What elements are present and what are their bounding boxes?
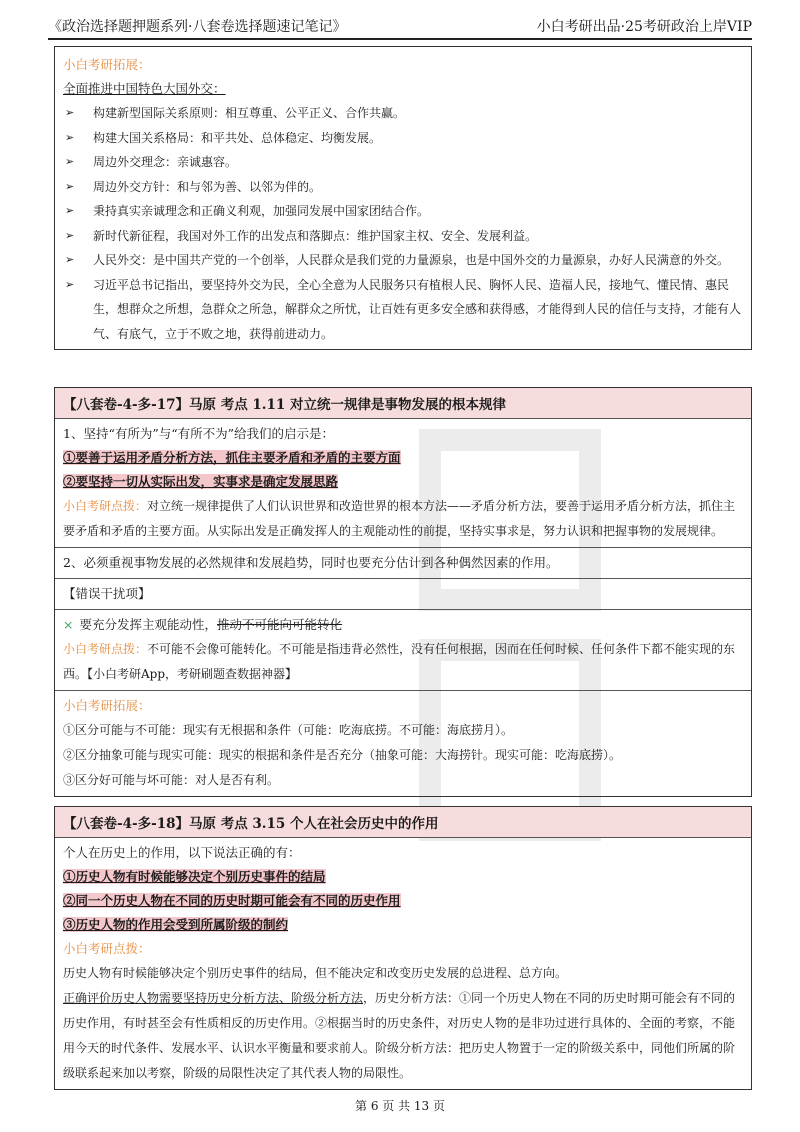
extension-subtitle: 全面推进中国特色大国外交： xyxy=(63,81,226,96)
bullet-item: ➢ 构建新型国际关系原则：相互尊重、公平正义、合作共赢。 xyxy=(63,101,743,126)
bullet-item: ➢ 构建大国关系格局：和平共处、总体稳定、均衡发展。 xyxy=(63,126,743,151)
question-box-18 xyxy=(54,806,752,1090)
extension-item: ①区分可能与不可能：现实有无根据和条件（可能：吃海底捞。不可能：海底捞月）。 xyxy=(63,723,514,737)
tip-text: 不可能不会像可能转化。不可能是指违背必然性，没有任何根据，因而在任何时候、任何条件下都不能实现的东西。【小白考研App，考研刷题查数据神器】 xyxy=(63,642,736,681)
bullet-item: ➢ 习近平总书记指出，要坚持外交为民，全心全意为人民服务只有植根人民、胸怀人民、造福人民，接地气、懂民情、惠民生，想群众之所想，急群众之所急，解群众之所忧，让百姓有更多安全感和获得感，才能得到人民的信任与支持，才能有人气、有底气，立于不败之地，获得前进动力。 xyxy=(63,273,743,347)
question-stem-2: 2、必须重视事物发展的必然规律和发展趋势，同时也要充分估计到各种偶然因素的作用。 xyxy=(63,555,559,570)
error-option-text: 要充分发挥主观能动性， xyxy=(79,617,217,632)
tip-text: 对立统一规律提供了人们认识世界和改造世界的根本方法——矛盾分析方法，要善于运用矛盾分析方法，抓住主要矛盾和矛盾的主要方面。从实际出发是正确发挥人的主观能动性的前提，坚持实事求是，努力认识和把握事物的发展规律。 xyxy=(63,499,736,538)
error-option-strike: 推动不可能向可能转化 xyxy=(217,617,343,632)
question-title: 【八套卷-4-多-18】马原 考点 3.15 个人在社会历史中的作用 xyxy=(55,807,751,837)
extension-label: 小白考研拓展： xyxy=(63,57,151,72)
tip-underline: 正确评价历史人物需要坚持历史分析方法、阶级分析方法 xyxy=(63,991,364,1005)
answer-option: ②要坚持一切从实际出发，实事求是确定发展思路 xyxy=(63,474,339,489)
tip-label: 小白考研点拨： xyxy=(63,642,148,656)
answer-option: ①要善于运用矛盾分析方法，抓住主要矛盾和矛盾的主要方面 xyxy=(63,450,401,465)
question-box-17 xyxy=(54,387,752,797)
tip-label: 小白考研点拨： xyxy=(63,499,148,513)
extension-box-diplomacy xyxy=(54,46,752,350)
answer-option: ①历史人物有时候能够决定个别历史事件的结局 xyxy=(63,869,326,884)
extension-item: ②区分抽象可能与现实可能：现实的根据和条件是否充分（抽象可能：大海捞针。现实可能：吃海底捞）。 xyxy=(63,748,622,762)
answer-option: ③历史人物的作用会受到所属阶级的制约 xyxy=(63,917,289,932)
extension-item: ③区分好可能与坏可能：对人是否有利。 xyxy=(63,773,280,787)
bullet-item: ➢ 新时代新征程，我国对外工作的出发点和落脚点：维护国家主权、安全、发展利益。 xyxy=(63,224,743,249)
tip-label: 小白考研点拨： xyxy=(63,941,151,956)
bullet-item: ➢ 人民外交：是中国共产党的一个创举，人民群众是我们党的力量源泉，也是中国外交的力量源泉，办好人民满意的外交。 xyxy=(63,248,743,273)
answer-option: ②同一个历史人物在不同的历史时期可能会有不同的历史作用 xyxy=(63,893,401,908)
question-title: 【八套卷-4-多-17】马原 考点 1.11 对立统一规律是事物发展的根本规律 xyxy=(55,388,751,418)
bullet-item: ➢ 周边外交理念：亲诚惠容。 xyxy=(63,150,743,175)
extension-label: 小白考研拓展： xyxy=(63,698,151,713)
error-section-title: 【错误干扰项】 xyxy=(63,586,151,601)
bullet-item: ➢ 周边外交方针：和与邻为善、以邻为伴的。 xyxy=(63,175,743,200)
question-stem: 1、坚持“有所为”与“有所不为”给我们的启示是： xyxy=(63,426,335,441)
page-footer: 第 6 页 共 13 页 xyxy=(355,1099,445,1113)
tip-paragraph: 历史人物有时候能够决定个别历史事件的结局，但不能决定和改变历史发展的总进程、总方向。 xyxy=(63,966,568,980)
header-right-title: 小白考研出品·25考研政治上岸VIP xyxy=(536,19,752,35)
bullet-item: ➢ 秉持真实亲诚理念和正确义利观，加强同发展中国家团结合作。 xyxy=(63,199,743,224)
cross-icon: × xyxy=(63,617,74,632)
page-header xyxy=(48,10,752,40)
question-stem: 个人在历史上的作用，以下说法正确的有： xyxy=(63,845,301,860)
header-left-title: 《政治选择题押题系列·八套卷选择题速记笔记》 xyxy=(48,19,347,35)
tip-paragraph: ，历史分析方法：①同一个历史人物在不同的历史时期可能会有不同的历史作用，有时甚至会有性质相反的历史作用。②根据当时的历史条件，对历史人物的是非功过进行具体的、全面的考察，不能用今天的时代条件、发展水平、认识水平衡量和要求前人。阶级分析方法：把历史人物置于一定的阶级关系中，同他们所属的阶级联系起来加以考察，阶级的局限性决定了其代表人物的局限性。 xyxy=(63,991,736,1080)
